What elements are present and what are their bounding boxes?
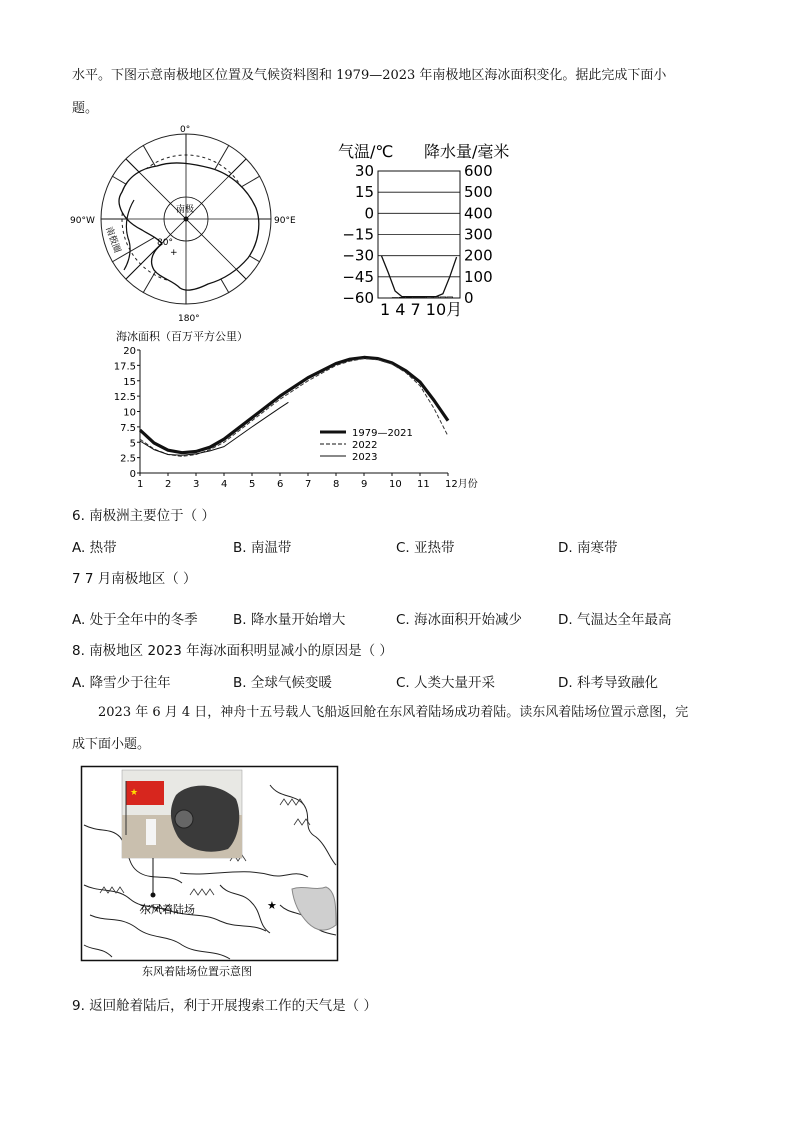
sea-ice-y-tick-label: 15 — [123, 376, 136, 388]
question-stem: 7 月南极地区（ ） — [84, 571, 197, 587]
sea-ice-y-tick-label: 7.5 — [120, 422, 136, 434]
precip-tick-label: 500 — [464, 183, 493, 202]
sea-ice-x-tick-label: 12月份 — [445, 479, 478, 488]
sea-ice-x-tick-label: 10 — [389, 479, 402, 488]
sea-ice-y-tick-label: 2.5 — [120, 453, 136, 465]
sea-ice-y-tick-label: 12.5 — [113, 392, 136, 404]
flag-star-icon: ★ — [130, 788, 139, 798]
legend-2022: 2022 — [352, 440, 378, 451]
precip-bar — [413, 297, 419, 298]
precip-tick-label: 100 — [464, 267, 493, 286]
landing-site-label: 东风着陆场 — [140, 903, 195, 916]
precip-bar — [406, 297, 412, 298]
sea-ice-x-tick-label: 5 — [249, 479, 256, 488]
q7-option-a[interactable]: A. 处于全年中的冬季 — [72, 612, 198, 628]
question-stem: 南极洲主要位于（ ） — [89, 508, 215, 524]
precip-bar — [399, 297, 405, 298]
temp-tick-label: −15 — [342, 225, 374, 244]
antarctic-polar-map — [62, 120, 312, 325]
lat-0-label: 0° — [180, 125, 191, 135]
intro-line-2: 题。 — [72, 101, 99, 116]
precip-tick-label: 600 — [464, 162, 493, 180]
antarctic-circle-label: 南极圈 — [103, 225, 122, 255]
sea-ice-y-tick-label: 0 — [129, 469, 136, 480]
sea-ice-x-tick-label: 9 — [361, 479, 368, 488]
temp-tick-label: −60 — [342, 289, 374, 307]
lat-80-label: 80° — [157, 238, 173, 248]
precip-bar — [447, 297, 453, 298]
q8-option-c[interactable]: C. 人类大量开采 — [396, 675, 496, 691]
question-7 — [72, 567, 197, 587]
temp-axis-label: 气温/℃ — [338, 142, 394, 161]
sea-ice-chart — [100, 328, 495, 488]
precip-bar — [420, 297, 426, 298]
precip-tick-label: 0 — [464, 289, 474, 307]
lon-90e-label: 90°E — [274, 216, 296, 226]
temp-tick-label: 30 — [354, 162, 374, 180]
sea-ice-y-tick-label: 17.5 — [113, 361, 136, 373]
sea-ice-y-tick-label: 5 — [129, 438, 136, 450]
rescuer-figure — [146, 819, 156, 845]
precip-axis-label: 降水量/毫米 — [424, 142, 510, 161]
sea-ice-x-tick-label: 8 — [333, 479, 340, 488]
q8-option-a[interactable]: A. 降雪少于往年 — [72, 675, 171, 691]
question-6 — [72, 504, 215, 524]
question-number: 7 — [72, 571, 81, 587]
south-pole-point — [184, 217, 189, 222]
question-number: 8. — [72, 643, 85, 659]
question-stem: 南极地区 2023 年海冰面积明显减小的原因是（ ） — [89, 643, 393, 659]
capsule-hatch — [175, 810, 193, 828]
map-caption: 东风着陆场位置示意图 — [142, 965, 252, 978]
legend-1979-2021: 1979—2021 — [352, 428, 413, 439]
sea-ice-ylabel: 海冰面积（百万平方公里） — [116, 330, 248, 343]
precip-tick-label: 200 — [464, 246, 493, 265]
lon-90w-label: 90°W — [70, 216, 95, 226]
q7-option-d[interactable]: D. 气温达全年最高 — [558, 612, 672, 628]
question-number: 6. — [72, 508, 85, 524]
sea-ice-x-tick-label: 2 — [165, 479, 172, 488]
q6-option-a[interactable]: A. 热带 — [72, 540, 117, 556]
q6-option-c[interactable]: C. 亚热带 — [396, 540, 455, 556]
landing-site-point — [151, 893, 156, 898]
sea-ice-x-tick-label: 6 — [277, 479, 284, 488]
passage2-line-2: 成下面小题。 — [72, 737, 151, 752]
climate-chart — [330, 135, 530, 320]
lon-180-label: 180° — [178, 314, 200, 324]
precip-tick-label: 400 — [464, 204, 493, 223]
sea-ice-x-tick-label: 1 — [137, 479, 144, 488]
sea-ice-series-2 — [140, 359, 448, 457]
q7-option-b[interactable]: B. 降水量开始增大 — [233, 612, 346, 628]
temp-tick-label: −30 — [342, 246, 374, 265]
temp-tick-label: −45 — [342, 267, 374, 286]
passage2-line-1: 2023 年 6 月 4 日，神舟十五号载人飞船返回舱在东风着陆场成功着陆。读东风着陆场位置示意图，完 — [98, 705, 689, 720]
question-number: 9. — [72, 998, 85, 1014]
sea-ice-x-tick-label: 3 — [193, 479, 200, 488]
sea-ice-y-tick-label: 20 — [123, 346, 136, 357]
question-8 — [72, 639, 393, 659]
sea-ice-y-tick-label: 10 — [123, 407, 136, 419]
sea-ice-x-tick-label: 4 — [221, 479, 228, 488]
q8-option-d[interactable]: D. 科考导致融化 — [558, 675, 658, 691]
question-9 — [72, 994, 377, 1014]
capital-star-icon: ★ — [267, 899, 277, 912]
temp-tick-label: 15 — [354, 183, 374, 202]
q7-option-c[interactable]: C. 海冰面积开始减少 — [396, 612, 523, 628]
precip-tick-label: 300 — [464, 225, 493, 244]
intro-line-1: 水平。下图示意南极地区位置及气候资料图和 1979—2023 年南极地区海冰面积变化。据此完成下面小 — [72, 68, 667, 83]
temp-tick-label: 0 — [364, 204, 374, 223]
plus-marker: + — [170, 248, 178, 258]
q8-option-b[interactable]: B. 全球气候变暖 — [233, 675, 332, 691]
precip-bar — [440, 297, 446, 298]
south-pole-label: 南极 — [176, 205, 195, 215]
sea-ice-x-tick-label: 11 — [417, 479, 430, 488]
legend-2023: 2023 — [352, 452, 378, 463]
q6-option-b[interactable]: B. 南温带 — [233, 540, 292, 556]
months-axis-label: 1 4 7 10月 — [380, 300, 463, 319]
sea-ice-x-tick-label: 7 — [305, 479, 312, 488]
temperature-line — [381, 256, 456, 297]
q6-option-d[interactable]: D. 南寒带 — [558, 540, 618, 556]
sea-ice-legend — [320, 428, 413, 463]
question-stem: 返回舱着陆后，利于开展搜索工作的天气是（ ） — [89, 998, 377, 1014]
dongfeng-landing-map — [80, 765, 340, 980]
